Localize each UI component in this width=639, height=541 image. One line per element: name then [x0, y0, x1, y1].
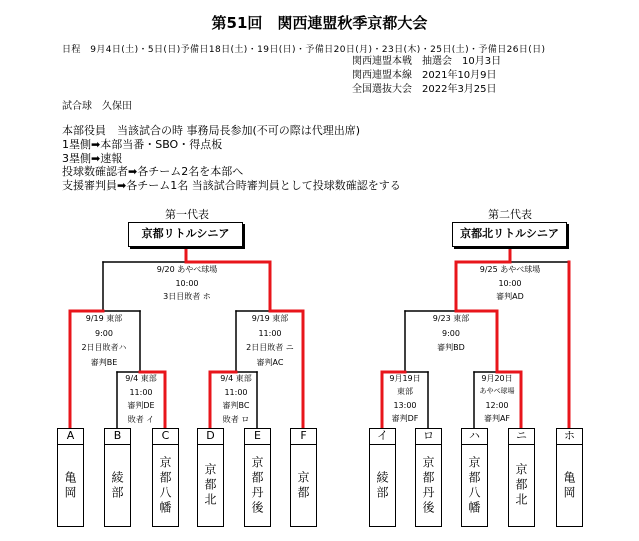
match-info — [81, 312, 126, 370]
match-date: 9月20日 — [481, 374, 513, 383]
match-umpire: 審判BC — [222, 401, 250, 410]
team-name: 京都八幡 — [467, 455, 481, 516]
match-time: 9:00 — [442, 328, 460, 338]
team-name: 京都 — [296, 470, 310, 501]
match-umpire: 審判BE — [90, 357, 118, 367]
match-info — [220, 372, 251, 426]
bracket-label: 第一代表 — [165, 208, 209, 221]
match-time: 12:00 — [485, 400, 509, 410]
team-name-cell — [58, 445, 83, 526]
note-line: 支援審判員➡各チーム1名 当該試合時審判員として投球数確認をする — [62, 179, 401, 193]
team-box — [415, 428, 442, 527]
team-box — [508, 428, 535, 527]
match-time: 10:00 — [498, 278, 522, 288]
team-name: 京都北 — [514, 463, 528, 508]
match-venue: あやべ球場 — [479, 387, 515, 396]
match-date-venue: 9/20 あやべ球場 — [156, 265, 218, 274]
match-note: 2日目敗者 ニ — [246, 343, 294, 352]
match-date-venue: 9/19 東部 — [85, 314, 123, 323]
event-date-line: 関西連盟本線 2021年10月9日 — [352, 70, 497, 81]
match-date-venue: 9/25 あやべ球場 — [479, 265, 541, 274]
match-info — [480, 372, 515, 425]
team-name: 京都丹後 — [250, 455, 264, 516]
note-line: 1塁側➡本部当番・SBO・得点板 — [62, 137, 223, 151]
representative-box: 京都北リトルシニア — [452, 222, 567, 247]
team-name-cell — [153, 445, 178, 526]
page-title: 第51回 関西連盟秋季京都大会 — [211, 14, 428, 32]
team-box — [556, 428, 583, 527]
team-letter: ニ — [509, 429, 534, 445]
team-box — [197, 428, 224, 527]
team-letter: E — [245, 429, 270, 445]
match-umpire: 審判DF — [391, 413, 419, 423]
match-date-venue: 9/4 東部 — [220, 374, 252, 383]
match-info — [433, 312, 470, 356]
team-name: 京都丹後 — [421, 455, 435, 516]
team-letter: B — [105, 429, 130, 445]
representative-box: 京都リトルシニア — [128, 222, 243, 247]
team-letter: ホ — [557, 429, 582, 445]
match-info — [157, 263, 218, 304]
team-box — [152, 428, 179, 527]
team-name: 京都八幡 — [158, 455, 172, 516]
match-note: 敗者 イ — [127, 414, 155, 424]
note-line: 本部役員 当該試合の時 事務局長参加(不可の際は代理出席) — [62, 124, 361, 137]
team-letter: C — [153, 429, 178, 445]
team-name-cell — [198, 445, 223, 526]
team-letter: イ — [370, 429, 395, 445]
match-date-venue: 9/4 東部 — [125, 374, 157, 383]
team-letter: A — [58, 429, 83, 445]
bracket-label: 第二代表 — [488, 208, 532, 221]
match-info — [246, 312, 294, 370]
match-time: 13:00 — [393, 400, 417, 410]
official-ball: 試合球 久保田 — [62, 101, 132, 112]
match-date-venue: 9/23 東部 — [432, 314, 470, 323]
team-name-cell — [291, 445, 316, 526]
team-name: 亀岡 — [562, 470, 576, 501]
note-line: 投球数確認者➡各チーム2名を本部へ — [62, 165, 244, 179]
team-name: 綾部 — [110, 470, 124, 501]
event-date-line: 全国選抜大会 2022年3月25日 — [352, 84, 497, 95]
match-note: 2日目敗者ハ — [81, 343, 127, 352]
team-box — [104, 428, 131, 527]
team-box — [461, 428, 488, 527]
match-umpire: 審判AD — [496, 292, 524, 301]
team-name-cell — [416, 445, 441, 526]
team-letter: ハ — [462, 429, 487, 445]
team-box — [244, 428, 271, 527]
team-name-cell — [509, 445, 534, 526]
match-info — [125, 372, 156, 426]
match-date-venue: 9/19 東部 — [251, 314, 289, 323]
match-date: 9月19日 — [389, 374, 421, 383]
match-info — [480, 263, 541, 304]
match-info — [389, 372, 420, 425]
match-umpire: 審判AF — [483, 413, 511, 423]
match-time: 11:00 — [129, 387, 153, 397]
match-umpire: 審判DE — [127, 401, 155, 410]
team-box — [369, 428, 396, 527]
event-date-line: 関西連盟本戦 抽選会 10月3日 — [352, 56, 502, 67]
team-name-cell — [245, 445, 270, 526]
team-name: 綾部 — [375, 470, 389, 501]
schedule-line: 日程 9月4日(土)・5日(日)予備日18日(土)・19日(日)・予備日20日(月)・23日(木)・25日(土)・予備日26日(日) — [62, 45, 546, 55]
team-box — [290, 428, 317, 527]
team-name-cell — [557, 445, 582, 526]
match-umpire: 審判BD — [437, 343, 465, 352]
team-name-cell — [462, 445, 487, 526]
team-name: 亀岡 — [63, 470, 77, 501]
match-umpire: 審判AC — [256, 357, 284, 367]
team-box — [57, 428, 84, 527]
match-note: 敗者 ロ — [222, 414, 250, 424]
team-letter: F — [291, 429, 316, 445]
team-name-cell — [105, 445, 130, 526]
match-time: 11:00 — [258, 328, 282, 338]
match-time: 11:00 — [224, 387, 248, 397]
note-line: 3塁側➡速報 — [62, 151, 123, 165]
team-letter: ロ — [416, 429, 441, 445]
match-venue: 東部 — [397, 387, 413, 397]
team-name-cell — [370, 445, 395, 526]
match-time: 9:00 — [95, 328, 113, 338]
team-letter: D — [198, 429, 223, 445]
team-name: 京都北 — [203, 463, 217, 508]
match-note: 3日目敗者 ホ — [163, 292, 211, 301]
match-time: 10:00 — [175, 278, 199, 288]
